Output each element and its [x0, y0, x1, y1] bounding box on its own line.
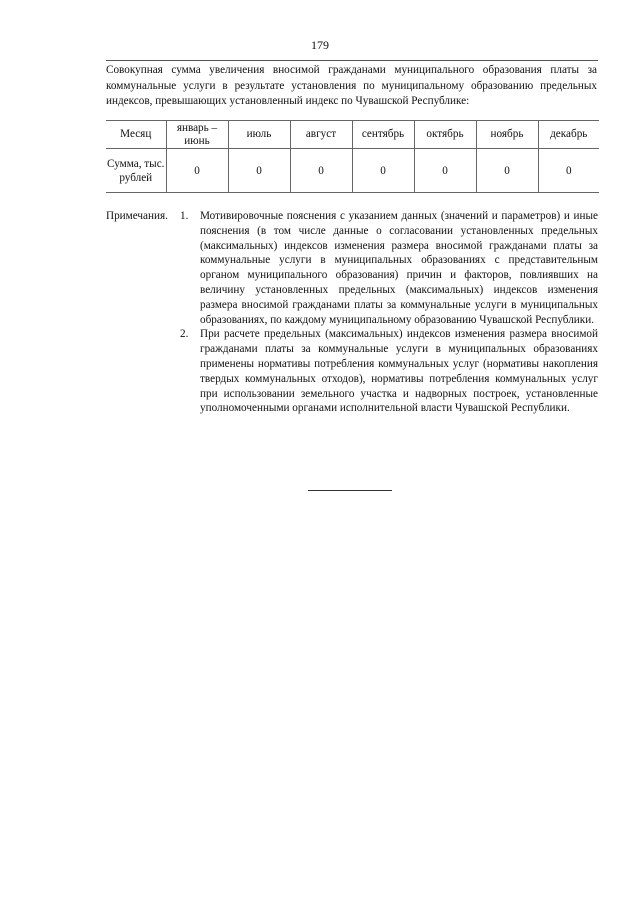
header-label-cell: Месяц	[106, 121, 166, 149]
value-cell: 0	[538, 149, 599, 193]
notes-section	[106, 209, 598, 416]
header-month-cell: октябрь	[414, 121, 476, 149]
monthly-sum-table	[106, 120, 599, 193]
value-cell: 0	[352, 149, 414, 193]
intro-block	[106, 60, 598, 110]
header-month-cell: сентябрь	[352, 121, 414, 149]
value-cell: 0	[476, 149, 538, 193]
header-month-cell: ноябрь	[476, 121, 538, 149]
note-text: При расчете предельных (максимальных) индексов изменения размера вносимой гражданами платы за коммунальные услуги в муниципальных образованиях применены нормативы потребления коммунальных услуг (нормативы накопления твердых коммунальных отходов), нормативы потребления коммунальных услуг при использовании земельного участка и надворных построек, установленные уполномоченными органами исполнительной власти Чувашской Республики.	[200, 328, 598, 415]
table-header-row	[106, 121, 599, 149]
note-item	[106, 327, 598, 416]
header-month-cell: январь – июнь	[166, 121, 228, 149]
table-row	[106, 149, 599, 193]
note-number: 1.	[180, 210, 189, 222]
note-number: 2.	[180, 328, 189, 341]
value-cell: 0	[414, 149, 476, 193]
value-cell: 0	[228, 149, 290, 193]
closing-divider	[308, 490, 392, 491]
value-cell: 0	[290, 149, 352, 193]
header-month-cell: июль	[228, 121, 290, 149]
note-item	[106, 209, 598, 327]
intro-paragraph: Совокупная сумма увеличения вносимой гражданами муниципального образования платы за коммунальные услуги в результате установления по муниципальному образованию предельных индексов, превышающих установленный индекс по Чувашской Республике:	[106, 64, 597, 107]
notes-label: Примечания.	[106, 210, 168, 222]
page-number: 179	[311, 38, 329, 52]
note-text: Мотивировочные пояснения с указанием данных (значений и параметров) и иные пояснения (в том числе данные о согласовании установленных предельных (максимальных) индексов изменения размера вносимой гражданами платы за коммунальные услуги в муниципальных образованиях с представительным органом муниципального образования) причин и факторов, повлиявших на величину установленных предельных (максимальных) индексов изменения размера вносимой гражданами платы за коммунальные услуги в муниципальных образованиях, по каждому муниципальному образованию Чувашской Республики.	[200, 210, 598, 326]
header-month-cell: декабрь	[538, 121, 599, 149]
value-cell: 0	[166, 149, 228, 193]
row-label-cell: Сумма, тыс. рублей	[106, 149, 166, 193]
header-month-cell: август	[290, 121, 352, 149]
